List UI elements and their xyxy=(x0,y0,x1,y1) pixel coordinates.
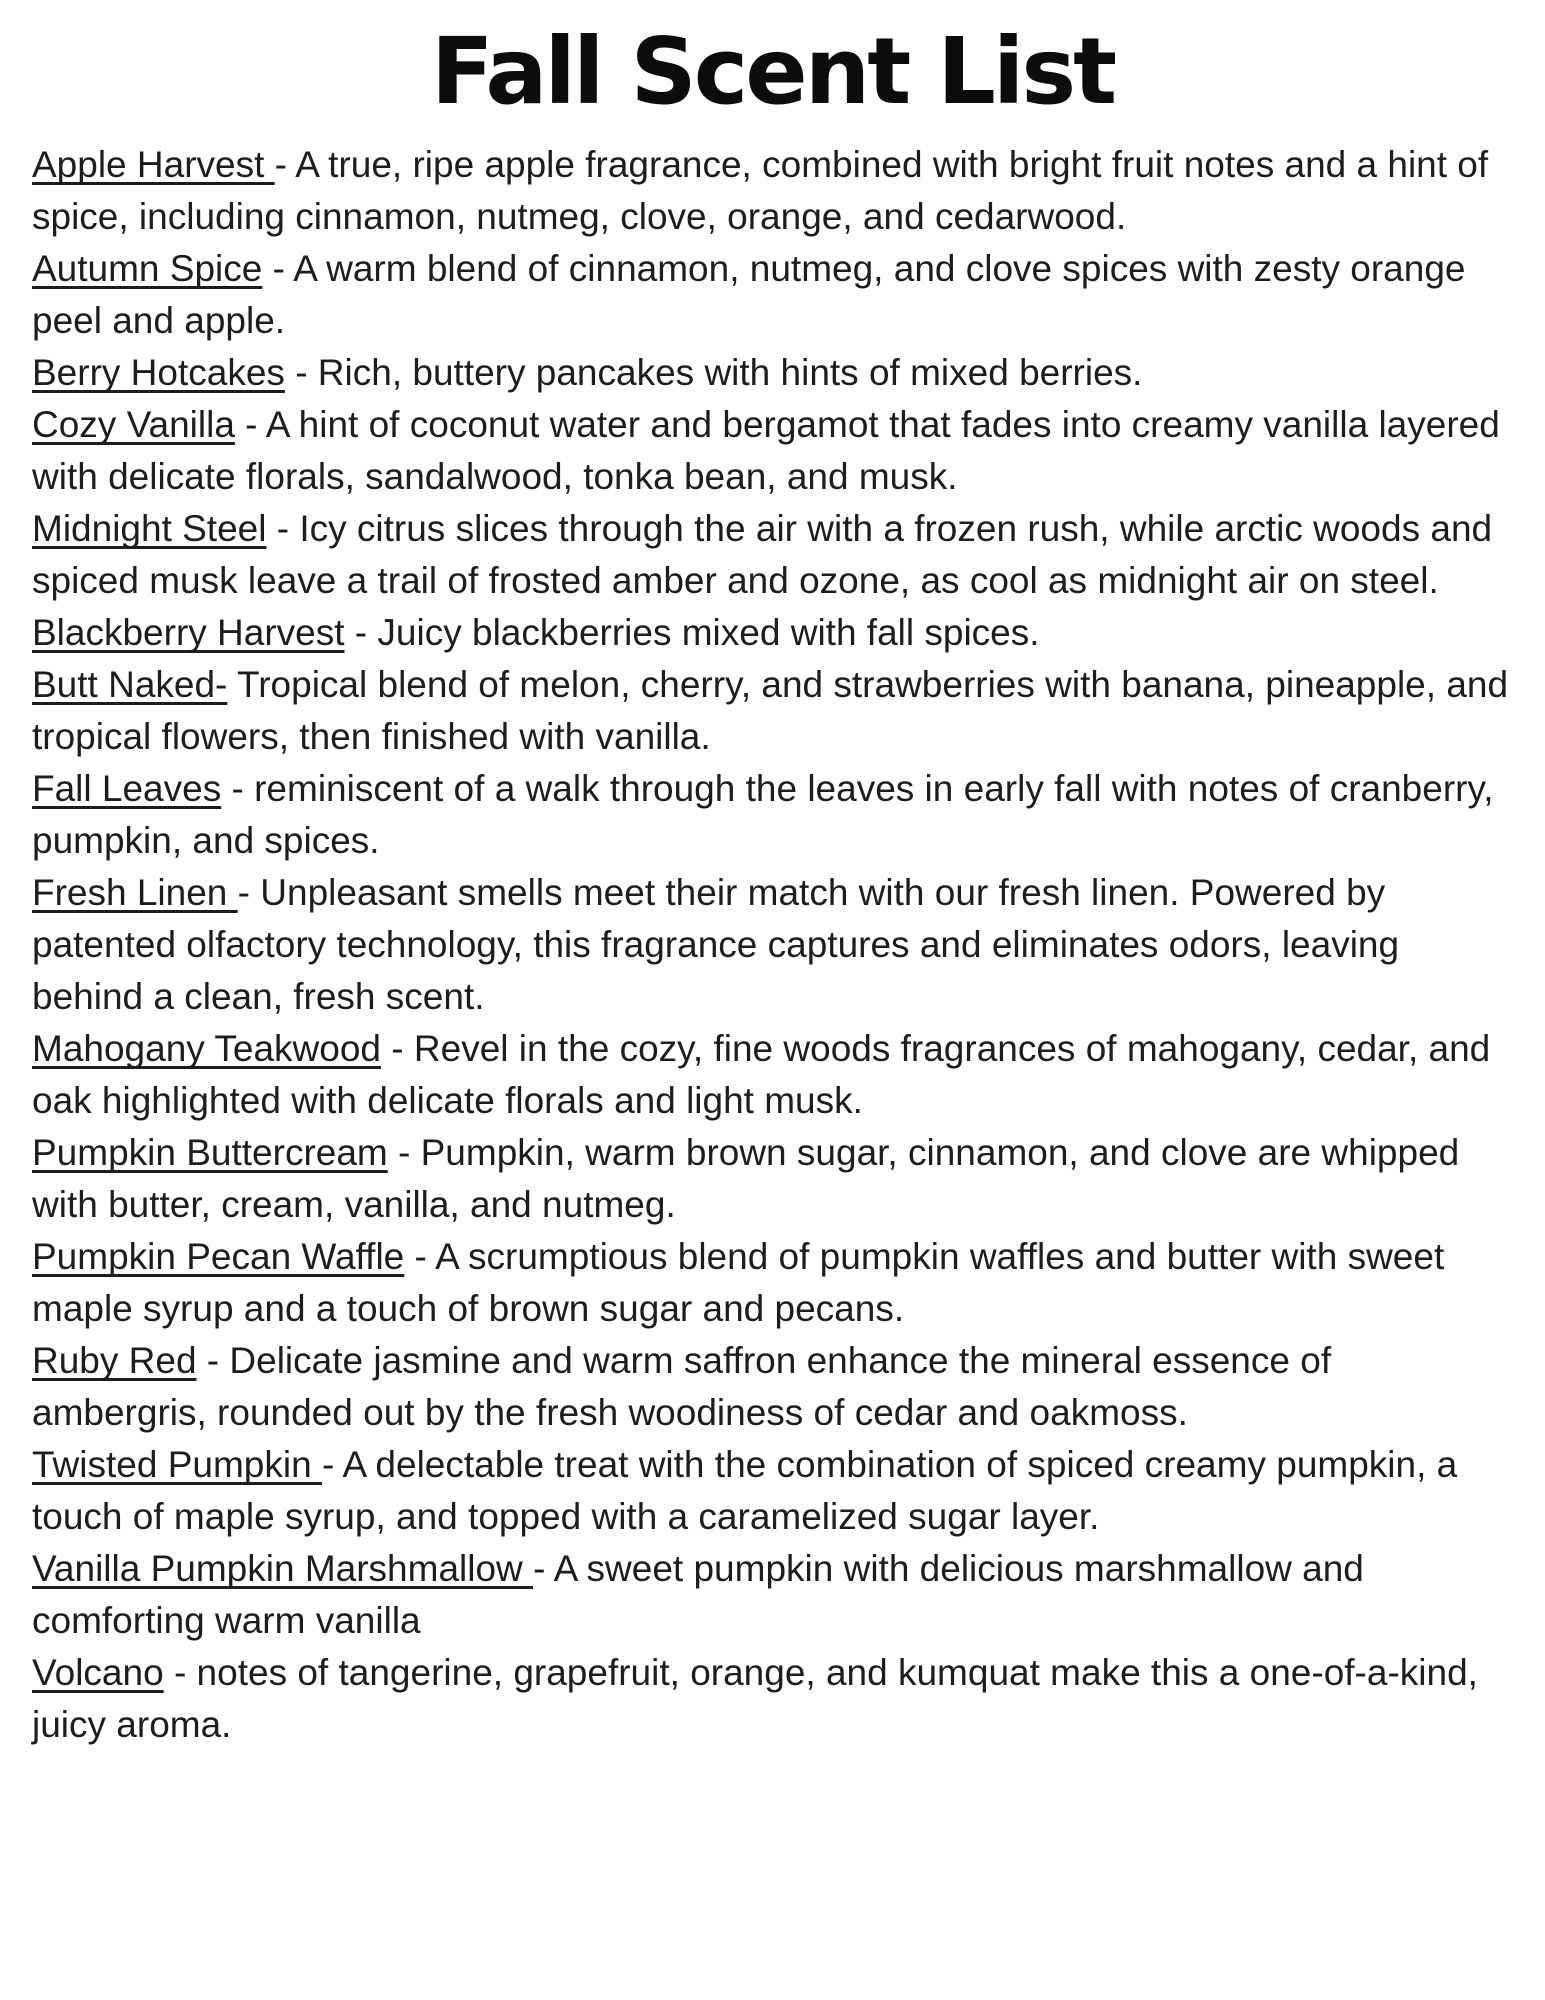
scent-description: - Revel in the cozy, fine woods fragrances of mahogany, cedar, and oak highlighted with delicate florals and light musk. xyxy=(32,1028,1491,1122)
scent-entry xyxy=(32,1647,1515,1751)
scent-name: Berry Hotcakes xyxy=(32,352,285,394)
scent-list xyxy=(32,139,1515,1751)
scent-description: - Juicy blackberries mixed with fall spices. xyxy=(344,612,1040,654)
scent-description: - A warm blend of cinnamon, nutmeg, and clove spices with zesty orange peel and apple. xyxy=(32,248,1466,342)
scent-description: - Icy citrus slices through the air with a frozen rush, while arctic woods and spiced musk leave a trail of frosted amber and ozone, as cool as midnight air on steel. xyxy=(32,508,1493,602)
scent-name: Pumpkin Buttercream xyxy=(32,1132,388,1174)
scent-name: Butt Naked- xyxy=(32,664,228,706)
scent-entry xyxy=(32,399,1515,503)
scent-name: Blackberry Harvest xyxy=(32,612,345,654)
scent-description: - Unpleasant smells meet their match with our fresh linen. Powered by patented olfactory technology, this fragrance captures and eliminates odors, leaving behind a clean, fresh scent. xyxy=(32,872,1400,1018)
scent-name: Midnight Steel xyxy=(32,508,267,550)
scent-description: - A hint of coconut water and bergamot that fades into creamy vanilla layered with delicate florals, sandalwood, tonka bean, and musk. xyxy=(32,404,1500,498)
scent-entry xyxy=(32,1023,1515,1127)
scent-name: Twisted Pumpkin xyxy=(32,1444,322,1486)
scent-entry xyxy=(32,243,1515,347)
scent-name: Pumpkin Pecan Waffle xyxy=(32,1236,405,1278)
scent-name: Volcano xyxy=(32,1652,164,1694)
scent-entry xyxy=(32,1439,1515,1543)
scent-name: Cozy Vanilla xyxy=(32,404,235,446)
scent-description: Tropical blend of melon, cherry, and strawberries with banana, pineapple, and tropical flowers, then finished with vanilla. xyxy=(32,664,1509,758)
scent-name: Ruby Red xyxy=(32,1340,197,1382)
scent-entry xyxy=(32,867,1515,1023)
scent-description: - Pumpkin, warm brown sugar, cinnamon, and clove are whipped with butter, cream, vanilla, and nutmeg. xyxy=(32,1132,1460,1226)
scent-description: - A delectable treat with the combination of spiced creamy pumpkin, a touch of maple syrup, and topped with a caramelized sugar layer. xyxy=(32,1444,1458,1538)
scent-entry xyxy=(32,659,1515,763)
scent-description: - notes of tangerine, grapefruit, orange, and kumquat make this a one-of-a-kind, juicy aroma. xyxy=(32,1652,1478,1746)
scent-name: Vanilla Pumpkin Marshmallow xyxy=(32,1548,534,1590)
scent-entry xyxy=(32,1231,1515,1335)
scent-name: Mahogany Teakwood xyxy=(32,1028,382,1070)
scent-name: Apple Harvest xyxy=(32,144,275,186)
scent-entry xyxy=(32,347,1515,399)
scent-entry xyxy=(32,1127,1515,1231)
scent-entry xyxy=(32,763,1515,867)
page-title: Fall Scent List xyxy=(430,18,1115,125)
scent-name: Fall Leaves xyxy=(32,768,222,810)
scent-entry xyxy=(32,1543,1515,1647)
scent-name: Autumn Spice xyxy=(32,248,263,290)
scent-description: - Delicate jasmine and warm saffron enhance the mineral essence of ambergris, rounded out by the fresh woodiness of cedar and oakmoss. xyxy=(32,1340,1332,1434)
scent-entry xyxy=(32,1335,1515,1439)
scent-description: - Rich, buttery pancakes with hints of mixed berries. xyxy=(284,352,1143,394)
scent-description: - A scrumptious blend of pumpkin waffles and butter with sweet maple syrup and a touch of brown sugar and pecans. xyxy=(32,1236,1445,1330)
scent-entry xyxy=(32,139,1515,243)
scent-description: - reminiscent of a walk through the leaves in early fall with notes of cranberry, pumpkin, and spices. xyxy=(32,768,1494,862)
scent-entry xyxy=(32,607,1515,659)
scent-description: - A true, ripe apple fragrance, combined with bright fruit notes and a hint of spice, including cinnamon, nutmeg, clove, orange, and cedarwood. xyxy=(32,144,1489,238)
scent-name: Fresh Linen xyxy=(32,872,238,914)
scent-entry xyxy=(32,503,1515,607)
scent-description: - A sweet pumpkin with delicious marshmallow and comforting warm vanilla xyxy=(32,1548,1364,1642)
